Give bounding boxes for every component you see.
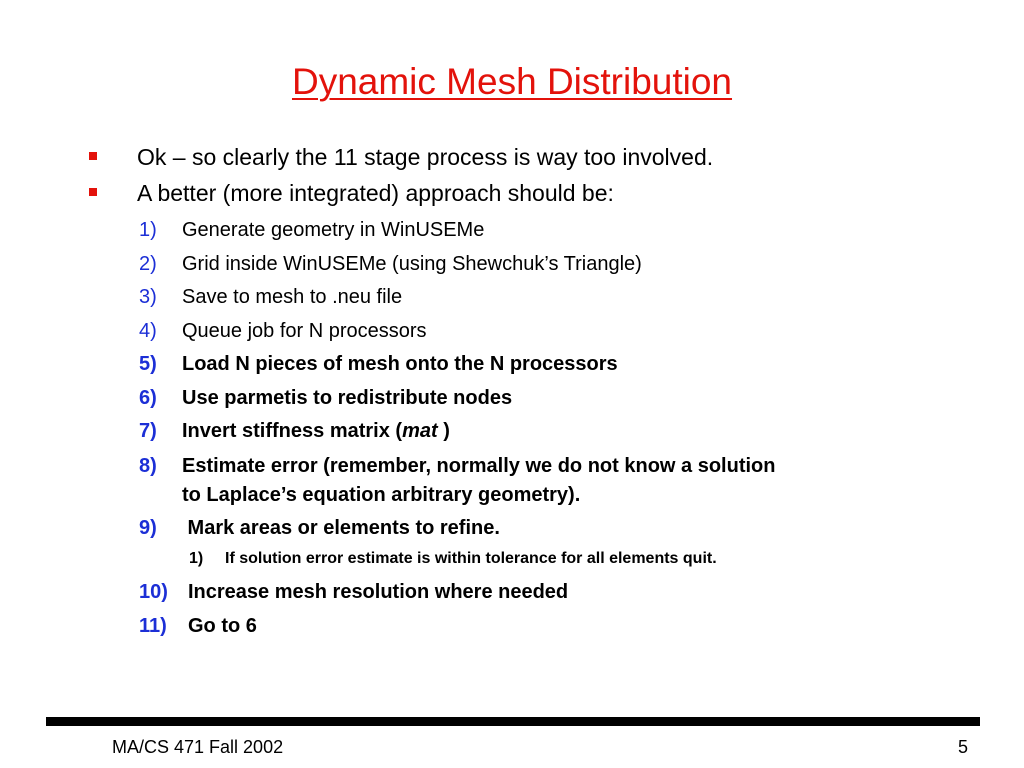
step-text-line-2: to Laplace’s equation arbitrary geometry). [182,484,581,506]
step-text: Save to mesh to .neu file [182,286,403,308]
square-bullet-icon [89,188,97,196]
step-text: Go to 6 [188,615,257,637]
step-number: 2) [139,253,157,275]
step-number: 5) [139,353,157,375]
step-number: 9) [139,517,157,539]
step-number: 1) [139,219,157,241]
slide-title: Dynamic Mesh Distribution [291,61,733,102]
footer-divider [46,717,980,726]
footer-course: MA/CS 471 Fall 2002 [112,737,284,757]
substep-number: 1) [189,550,204,567]
substep-text: If solution error estimate is within tolerance for all elements quit. [225,550,717,567]
step-number: 3) [139,286,157,308]
step-text-before: Invert stiffness matrix ( [182,420,403,442]
step-text: Use parmetis to redistribute nodes [182,387,513,409]
step-number: 6) [139,387,157,409]
step-number: 7) [139,420,157,442]
square-bullet-icon [89,152,97,160]
step-text: Queue job for N processors [182,320,427,342]
step-number: 11) [139,615,167,637]
step-text-line-1: Estimate error (remember, normally we do not know a solution [182,455,776,477]
step-text: Increase mesh resolution where needed [188,581,569,603]
step-text: Load N pieces of mesh onto the N processors [182,353,618,375]
step-text: Generate geometry in WinUSEMe [182,219,485,241]
step-text: Grid inside WinUSEMe (using Shewchuk’s Triangle) [182,253,642,275]
step-text-after: ) [437,420,450,442]
bullet-text: Ok – so clearly the 11 stage process is way too involved. [137,144,714,170]
step-text: Mark areas or elements to refine. [182,517,500,539]
step-text-italic: mat [402,420,438,442]
step-number: 4) [139,320,157,342]
step-number: 10) [139,581,168,603]
page-number: 5 [957,737,968,757]
step-text [182,419,450,443]
step-number: 8) [139,455,157,477]
bullet-text: A better (more integrated) approach should be: [137,180,614,206]
